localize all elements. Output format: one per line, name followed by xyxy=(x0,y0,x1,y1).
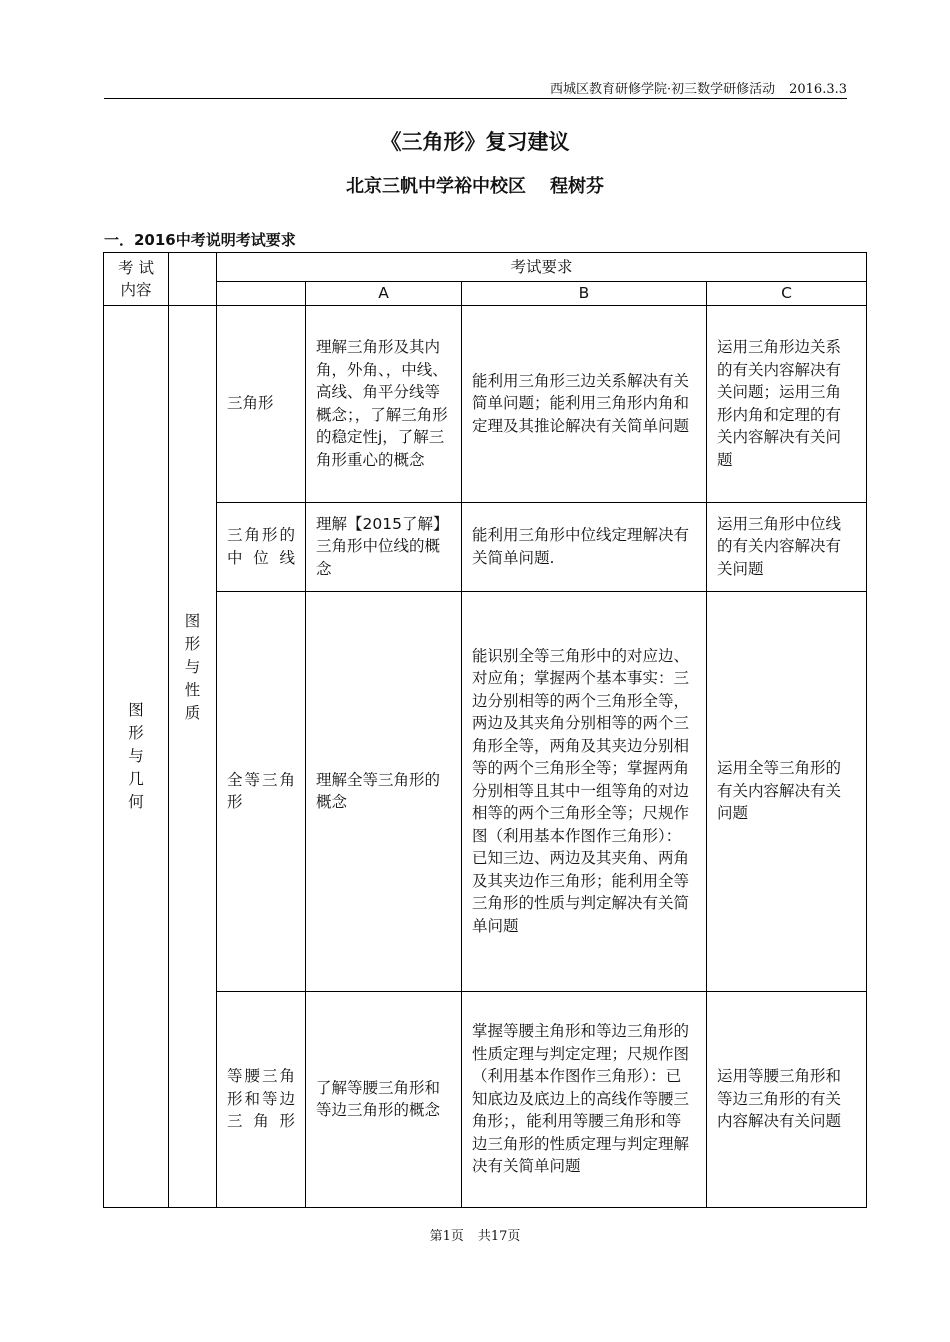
document-subtitle xyxy=(0,172,950,198)
topic-cell: 三角形 xyxy=(217,305,306,502)
page-header xyxy=(104,78,847,97)
level-b-cell: 能利用三角形三边关系解决有关简单问题；能利用三角形内角和定理及其推论解决有关简单问题 xyxy=(462,305,707,502)
category-label: 图形与几何 xyxy=(128,700,144,811)
requirements-table xyxy=(103,252,867,1208)
level-blank-cell xyxy=(217,282,306,306)
topic-cell: 全等三角形 xyxy=(217,591,306,991)
author-name: 程树芬 xyxy=(550,176,604,197)
level-b-cell: 能利用三角形中位线定理解决有关简单问题. xyxy=(462,502,707,591)
level-c-cell: 运用全等三角形的有关内容解决有关问题 xyxy=(707,591,867,991)
level-b-cell: 能识别全等三角形中的对应边、对应角；掌握两个基本事实：三边分别相等的两个三角形全等，两边及其夹角分别相等的两个三角形全等，两角及其夹边分别相等的两个三角形全等；掌握两角分别相等且其中一组等角的对边相等的两个三角形全等；尺规作图（利用基本作图作三角形）：已知三边、两边及其夹角、两角及其夹边作三角形；能利用全等三角形的性质与判定解决有关简单问题 xyxy=(462,591,707,991)
topic-cell: 等腰三角形和等边三角形 xyxy=(217,991,306,1207)
table-row xyxy=(104,502,867,591)
topic-cell: 三角形的中位线 xyxy=(217,502,306,591)
school-name: 北京三帆中学裕中校区 xyxy=(346,176,526,197)
page-number: 第1页 xyxy=(429,1229,464,1244)
level-c-cell: 运用等腰三角形和等边三角形的有关内容解决有关问题 xyxy=(707,991,867,1207)
header-requirements-cell: 考试要求 xyxy=(217,253,867,282)
category-cell xyxy=(104,305,169,1207)
header-blank-cell xyxy=(169,253,217,306)
header-divider xyxy=(104,98,847,99)
level-c-cell: 运用三角形中位线的有关内容解决有关问题 xyxy=(707,502,867,591)
table-row xyxy=(104,305,867,502)
table-header-row xyxy=(104,253,867,282)
subcategory-label: 图形与性质 xyxy=(184,611,201,722)
level-c-cell: 运用三角形边关系的有关内容解决有关问题；运用三角形内角和定理的有关内容解决有关问题 xyxy=(707,305,867,502)
level-a-cell: 理解【2015了解】三角形中位线的概念 xyxy=(306,502,462,591)
level-a-cell: 理解三角形及其内角，外角、，中线、高线、角平分线等概念；，了解三角形的稳定性j，了解三角形重心的概念 xyxy=(306,305,462,502)
header-date: 2016.3.3 xyxy=(789,82,847,97)
header-content-label: 考 试 内容 xyxy=(118,258,154,299)
page-footer xyxy=(0,1225,950,1244)
subcategory-cell xyxy=(169,305,217,1207)
level-a: A xyxy=(306,282,462,306)
page-total: 共17页 xyxy=(477,1229,521,1244)
header-content-cell xyxy=(104,253,169,306)
table-row xyxy=(104,991,867,1207)
table-level-row xyxy=(104,282,867,306)
level-b: B xyxy=(462,282,707,306)
header-org: 西城区教育研修学院·初三数学研修活动 xyxy=(549,82,776,97)
level-a-cell: 了解等腰三角形和等边三角形的概念 xyxy=(306,991,462,1207)
level-c: C xyxy=(707,282,867,306)
section-heading: 一．2016中考说明考试要求 xyxy=(104,231,296,249)
table-row xyxy=(104,591,867,991)
document-title: 《三角形》复习建议 xyxy=(380,129,570,154)
level-a-cell: 理解全等三角形的概念 xyxy=(306,591,462,991)
level-b-cell: 掌握等腰主角形和等边三角形的性质定理与判定定理；尺规作图（利用基本作图作三角形）：已知底边及底边上的高线作等腰三角形；，能利用等腰三角形和等边三角形的性质定理与判定理解决有关简单问题 xyxy=(462,991,707,1207)
